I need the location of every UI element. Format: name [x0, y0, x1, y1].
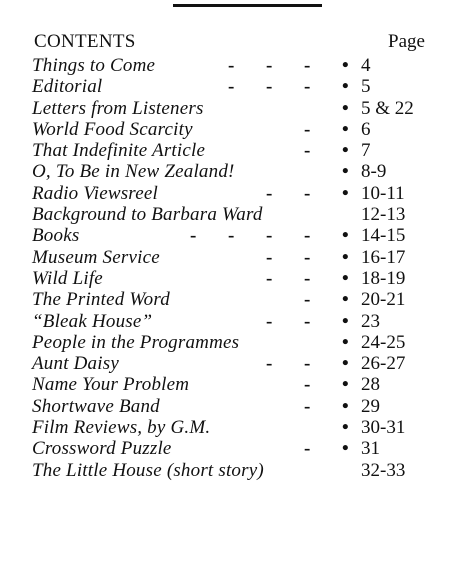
toc-entry-page: 30-31: [361, 417, 406, 439]
leader-dot: •: [342, 395, 349, 417]
leader-dot: •: [342, 161, 349, 183]
toc-entry-title: Aunt Daisy: [32, 353, 119, 375]
leader-dot: -: [266, 225, 273, 247]
leader-dot: -: [266, 246, 273, 268]
leader-dot: -: [228, 76, 235, 98]
toc-entry: [0, 417, 466, 438]
leader-dot: -: [304, 246, 311, 268]
toc-entry: [0, 332, 466, 353]
leader-dot: -: [266, 55, 273, 76]
toc-entry-page: 24-25: [361, 331, 406, 353]
leader-dot: -: [304, 310, 311, 332]
toc-entry-page: 5 & 22: [361, 97, 414, 119]
leader-dot: •: [342, 310, 349, 332]
leader-dot: -: [304, 225, 311, 247]
leader-dot: •: [342, 374, 349, 396]
leader-dot: •: [342, 438, 349, 460]
toc-entry-title: Shortwave Band: [32, 395, 160, 417]
leader-dot: •: [342, 267, 349, 289]
toc-entry-title: Background to Barbara Ward: [32, 204, 263, 226]
toc-entry-title: The Little House (short story): [32, 459, 264, 481]
toc-entry-page: 8-9: [361, 161, 387, 183]
leader-dot: •: [342, 289, 349, 311]
toc-entry: [0, 289, 466, 310]
toc-entry: [0, 140, 466, 161]
page-column-heading: Page: [388, 31, 425, 52]
leader-dot: •: [342, 97, 349, 119]
leader-dot: •: [342, 55, 349, 76]
contents-heading: CONTENTS: [34, 31, 136, 52]
toc-entry-page: 31: [361, 438, 380, 460]
leader-dot: -: [304, 395, 311, 417]
toc-entry-title: Film Reviews, by G.M.: [32, 417, 211, 439]
toc-entry-title: Radio Viewsreel: [32, 182, 158, 204]
leader-dot: •: [342, 182, 349, 204]
toc-entry-title: Editorial: [32, 76, 103, 98]
toc-entry-page: 16-17: [361, 246, 406, 268]
toc-entry-page: 23: [361, 310, 380, 332]
leader-dot: •: [342, 331, 349, 353]
table-of-contents: [0, 55, 466, 481]
toc-entry-title: Letters from Listeners: [32, 97, 204, 119]
toc-entry-title: World Food Scarcity: [32, 118, 193, 140]
leader-dot: -: [304, 140, 311, 162]
toc-entry-page: 18-19: [361, 267, 406, 289]
leader-dot: •: [342, 76, 349, 98]
toc-entry: [0, 183, 466, 204]
toc-entry-page: 14-15: [361, 225, 406, 247]
toc-entry-page: 7: [361, 140, 371, 162]
leader-dot: -: [304, 374, 311, 396]
leader-dot: -: [266, 353, 273, 375]
toc-entry-title: Things to Come: [32, 55, 156, 76]
toc-entry: [0, 225, 466, 246]
toc-entry: [0, 374, 466, 395]
toc-entry-page: 20-21: [361, 289, 406, 311]
leader-dot: -: [266, 182, 273, 204]
leader-dot: •: [342, 417, 349, 439]
leader-dot: -: [304, 182, 311, 204]
toc-entry-page: 26-27: [361, 353, 406, 375]
toc-entry-title: People in the Programmes: [32, 331, 240, 353]
toc-entry-title: That Indefinite Article: [32, 140, 206, 162]
toc-entry-page: 6: [361, 118, 371, 140]
toc-entry-page: 5: [361, 76, 371, 98]
leader-dot: -: [190, 225, 197, 247]
toc-entry-title: O, To Be in New Zealand!: [32, 161, 235, 183]
toc-entry: [0, 204, 466, 225]
leader-dot: •: [342, 353, 349, 375]
toc-entry-title: “Bleak House”: [32, 310, 153, 332]
leader-dot: -: [304, 438, 311, 460]
toc-entry-title: Crossword Puzzle: [32, 438, 172, 460]
toc-entry-title: Books: [32, 225, 80, 247]
toc-entry-title: Museum Service: [32, 246, 160, 268]
toc-entry: [0, 119, 466, 140]
leader-dot: •: [342, 140, 349, 162]
toc-entry-page: 4: [361, 55, 371, 76]
toc-entry: [0, 76, 466, 97]
leader-dot: -: [266, 310, 273, 332]
top-rule: [173, 4, 322, 7]
leader-dot: -: [304, 289, 311, 311]
toc-entry: [0, 311, 466, 332]
leader-dot: •: [342, 225, 349, 247]
toc-entry: [0, 247, 466, 268]
toc-entry: [0, 161, 466, 182]
toc-entry: [0, 98, 466, 119]
leader-dot: -: [266, 267, 273, 289]
toc-entry: [0, 396, 466, 417]
leader-dot: -: [228, 225, 235, 247]
contents-header: [0, 31, 466, 53]
toc-entry-title: The Printed Word: [32, 289, 170, 311]
toc-entry-page: 32-33: [361, 459, 406, 481]
leader-dot: •: [342, 246, 349, 268]
toc-entry: [0, 268, 466, 289]
toc-entry-page: 29: [361, 395, 380, 417]
leader-dot: -: [266, 76, 273, 98]
toc-entry-page: 12-13: [361, 204, 406, 226]
leader-dot: -: [304, 76, 311, 98]
leader-dot: -: [304, 118, 311, 140]
toc-entry-title: Wild Life: [32, 267, 103, 289]
toc-entry-page: 28: [361, 374, 380, 396]
leader-dot: -: [304, 55, 311, 76]
toc-entry: [0, 353, 466, 374]
leader-dot: -: [304, 267, 311, 289]
toc-entry: [0, 438, 466, 459]
leader-dot: •: [342, 118, 349, 140]
leader-dot: -: [304, 353, 311, 375]
toc-entry: [0, 460, 466, 481]
toc-entry: [0, 55, 466, 76]
toc-entry-page: 10-11: [361, 182, 405, 204]
toc-entry-title: Name Your Problem: [32, 374, 190, 396]
leader-dot: -: [228, 55, 235, 76]
